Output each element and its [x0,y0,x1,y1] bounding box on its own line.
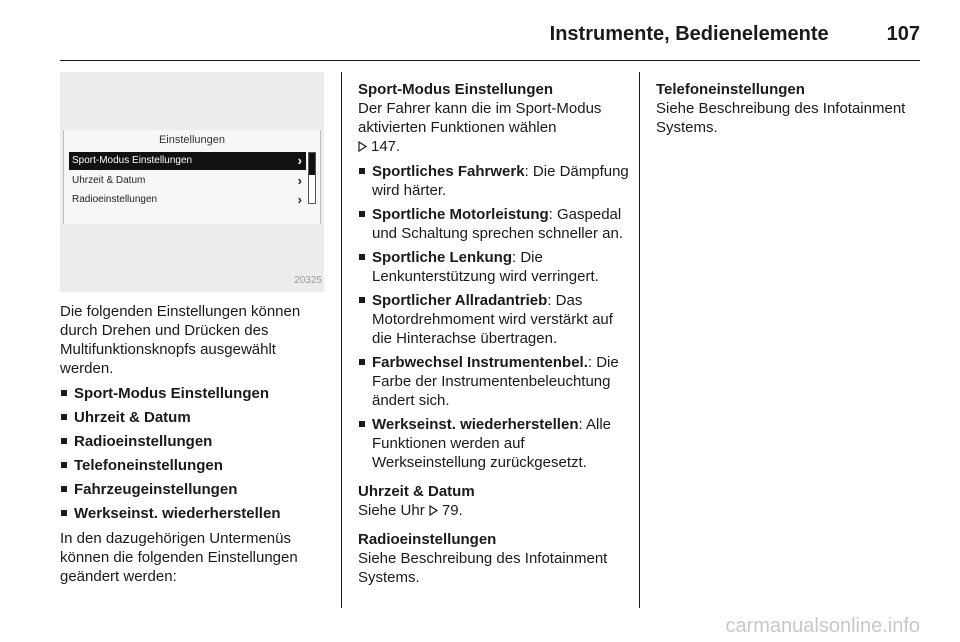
column-divider-2 [639,72,640,608]
chevron-right-icon: › [297,192,302,207]
list-item: Werkseinst. wiederherstellen: Alle Funktionen werden auf Werkseinstellung zurückgesetzt. [358,415,630,472]
chevron-right-icon: › [297,173,302,188]
column-2 [358,80,630,597]
settings-screen [63,130,321,224]
column-3 [656,80,926,143]
section-title: Instrumente, Bedienelemente [549,22,829,45]
list-item: Sportlicher Allradantrieb: Das Motordrehmoment wird verstärkt auf die Hinterachse übertragen. [358,291,630,348]
chevron-right-icon: › [297,153,302,168]
section-heading: Uhrzeit & Datum [358,483,475,500]
list-item: Telefoneinstellungen [60,456,330,475]
outro-text: In den dazugehörigen Untermenüs können die folgenden Einstellungen geändert werden: [60,530,298,585]
list-item: Sportliche Motorleistung: Gaspedal und Schaltung sprechen schneller an. [358,205,630,243]
page-reference: 147. [371,138,401,155]
section-heading: Radioeinstellungen [358,531,497,548]
figure-id: 20325 [294,275,322,286]
list-item: Uhrzeit & Datum [60,408,330,427]
list-item: Sport-Modus Einstellungen [60,384,330,403]
column-divider-1 [341,72,342,608]
list-item: Farbwechsel Instrumentenbel.: Die Farbe der Instrumentenbeleuchtung ändert sich. [358,353,630,410]
settings-screen-figure [60,72,324,292]
page-reference: 79. [441,502,463,519]
sport-mode-section [358,80,630,472]
page-number: 107 [886,22,920,45]
menu-item-radio[interactable] [69,191,306,209]
settings-list [60,384,330,523]
page-reference-icon [429,501,439,520]
menu-scrollbar[interactable] [308,152,316,204]
section-text: Der Fahrer kann die im Sport-Modus aktivierten Funktionen wählen 147. [358,100,602,155]
column-1 [60,302,330,592]
screen-title: Einstellungen [158,134,226,146]
list-item: Sportliche Lenkung: Die Lenkunterstützung wird verringert. [358,248,630,286]
page-reference-icon [358,137,368,156]
sport-mode-list [358,162,630,472]
menu-item-label: Sport-Modus Einstellungen [72,155,193,166]
watermark: carmanualsonline.info [725,615,920,637]
header-divider [60,60,920,61]
list-item: Werkseinst. wiederherstellen [60,504,330,523]
scrollbar-thumb[interactable] [309,153,315,175]
section-text: Siehe Beschreibung des Infotainment Systems. [656,100,906,136]
radio-section [358,530,630,587]
list-item: Sportliches Fahrwerk: Die Dämpfung wird härter. [358,162,630,200]
section-heading: Sport-Modus Einstellungen [358,81,553,98]
page-header [60,14,920,54]
list-item: Fahrzeugeinstellungen [60,480,330,499]
section-heading: Telefoneinstellungen [656,81,805,98]
menu-item-label: Uhrzeit & Datum [72,175,146,186]
list-item: Radioeinstellungen [60,432,330,451]
menu-item-label: Radioeinstellungen [72,194,158,205]
menu-item-clock[interactable] [69,172,306,190]
menu-item-sport-mode[interactable] [69,152,306,170]
section-text: Siehe Uhr 79. [358,502,463,519]
section-text: Siehe Beschreibung des Infotainment Systems. [358,550,608,586]
intro-text: Die folgenden Einstellungen können durch Drehen und Drücken des Multifunktionsknopfs ausgewählt werden. [60,303,301,377]
clock-section [358,482,630,520]
